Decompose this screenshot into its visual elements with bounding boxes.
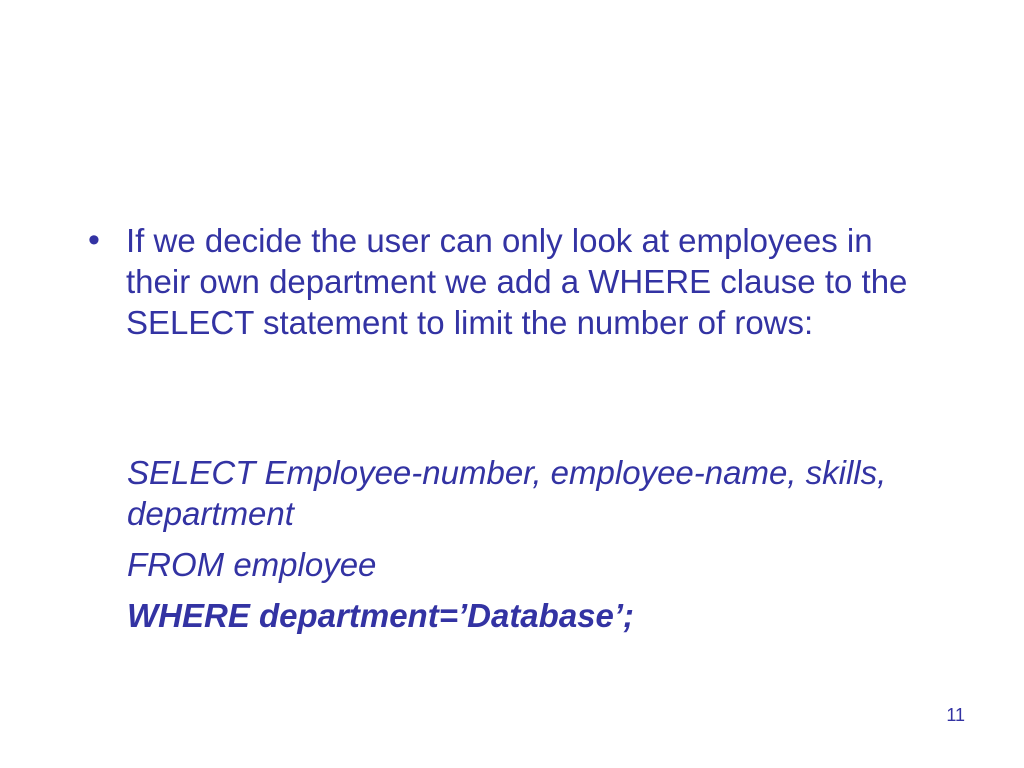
sql-code-block: [127, 452, 887, 636]
page-number: 11: [946, 705, 965, 725]
bullet-marker: •: [88, 221, 100, 259]
sql-select-line: SELECT Employee-number, employee-name, skills, department: [127, 454, 887, 532]
sql-where-line: WHERE department=’Database’;: [127, 597, 635, 634]
bullet-item: [88, 220, 948, 343]
sql-from-line: FROM employee: [127, 546, 377, 583]
bullet-text: If we decide the user can only look at employees in their own department we add a WHERE clause to the SELECT statement to limit the number of rows:: [126, 222, 908, 341]
bullet-block: [88, 220, 948, 343]
